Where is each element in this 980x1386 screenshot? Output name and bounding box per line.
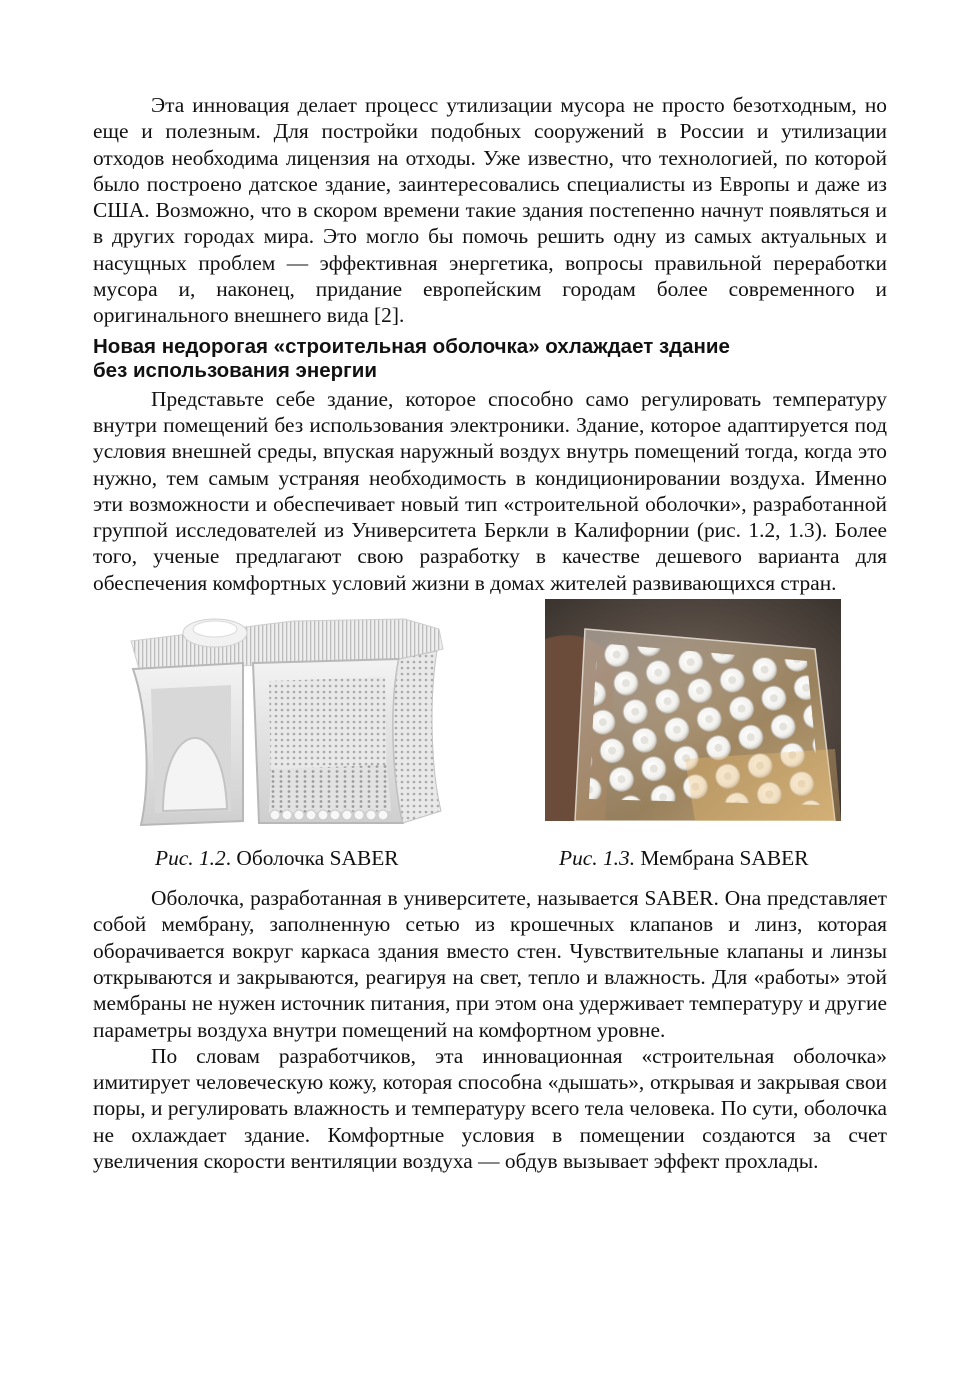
figure-separator-1-2: . (225, 846, 237, 871)
paragraph-saber-description: Оболочка, разработанная в университете, называется SABER. Она представляет собой мембрану, заполненную сетью из крошечных клапанов и линз, которая оборачивается вокруг каркаса здания вместо стен. Чувствительные клапаны и линзы открываются и закрываются, реагируя на свет, тепло и влажность. Для «работы» этой мембраны не нужен источник питания, при этом она удерживает температуру и другие параметры воздуха внутри помещений на комфортном уровне. (93, 886, 887, 1042)
paragraph-skin-analogy: По словам разработчиков, эта инновационная «строительная оболочка» имитирует человеческую кожу, которая способна «дышать», открывая и закрывая свои поры, и регулировать влажность и температуру всего тела человека. По сути, оболочка не охлаждает здание. Комфортные условия в помещении создаются за счет увеличения скорости вентиляции воздуха — обдув вызывает эффект прохлады. (93, 1043, 887, 1174)
figure-label-1-2: Рис. 1.2 (155, 846, 226, 871)
figure-title-1-2: Оболочка SABER (236, 846, 399, 871)
figure-caption-1-3 (559, 845, 808, 871)
saber-membrane-photo (545, 599, 841, 821)
section-heading-line-1: Новая недорогая «строительная оболочка» охлаждает здание (93, 334, 730, 358)
figures-row (93, 599, 887, 885)
figure-caption-1-2 (155, 845, 399, 871)
paragraph-waste-innovation: Эта инновация делает процесс утилизации мусора не просто безотходным, но еще и полезным. Для постройки подобных сооружений в России и утилизации отходов необходима лицензия на отходы. Уже известно, что технологией, по которой было построено датское здание, заинтересовались специалисты из Европы и даже из США. Возможно, что в скором времени такие здания постепенно начнут появляться и в других городах мира. Это могло бы помочь решить одну из самых актуальных и насущных проблем — эффективная энергетика, вопросы правильной переработки мусора и, наконец, придание европейским городам более современного и оригинального внешнего вида [2]. (93, 93, 887, 328)
figure-saber-shell (93, 599, 473, 840)
saber-shell-render (93, 599, 473, 835)
paragraph-building-shell-intro: Представьте себе здание, которое способно само регулировать температуру внутри помещений без использования электроники. Здание, которое адаптируется под условия внешней среды, впуская наружный воздух внутрь помещений тогда, когда это нужно, тем самым устраняя необходимость в кондиционировании воздуха. Именно эти возможности и обеспечивает новый тип «строительной оболочки», разработанной группой исследователей из Университета Беркли в Калифорнии (рис. 1.2, 1.3). Более того, ученые предлагают свою разработку в качестве дешевого варианта для обеспечения комфортных условий жизни в домах жителей развивающихся стран. (93, 386, 887, 595)
section-heading-line-2: без использования энергии (93, 358, 377, 382)
figure-label-1-3: Рис. 1.3. (559, 846, 636, 871)
figure-title-1-3: Мембрана SABER (640, 846, 809, 871)
document-page (93, 92, 887, 1174)
section-heading (93, 335, 887, 383)
figure-saber-membrane (545, 599, 841, 826)
